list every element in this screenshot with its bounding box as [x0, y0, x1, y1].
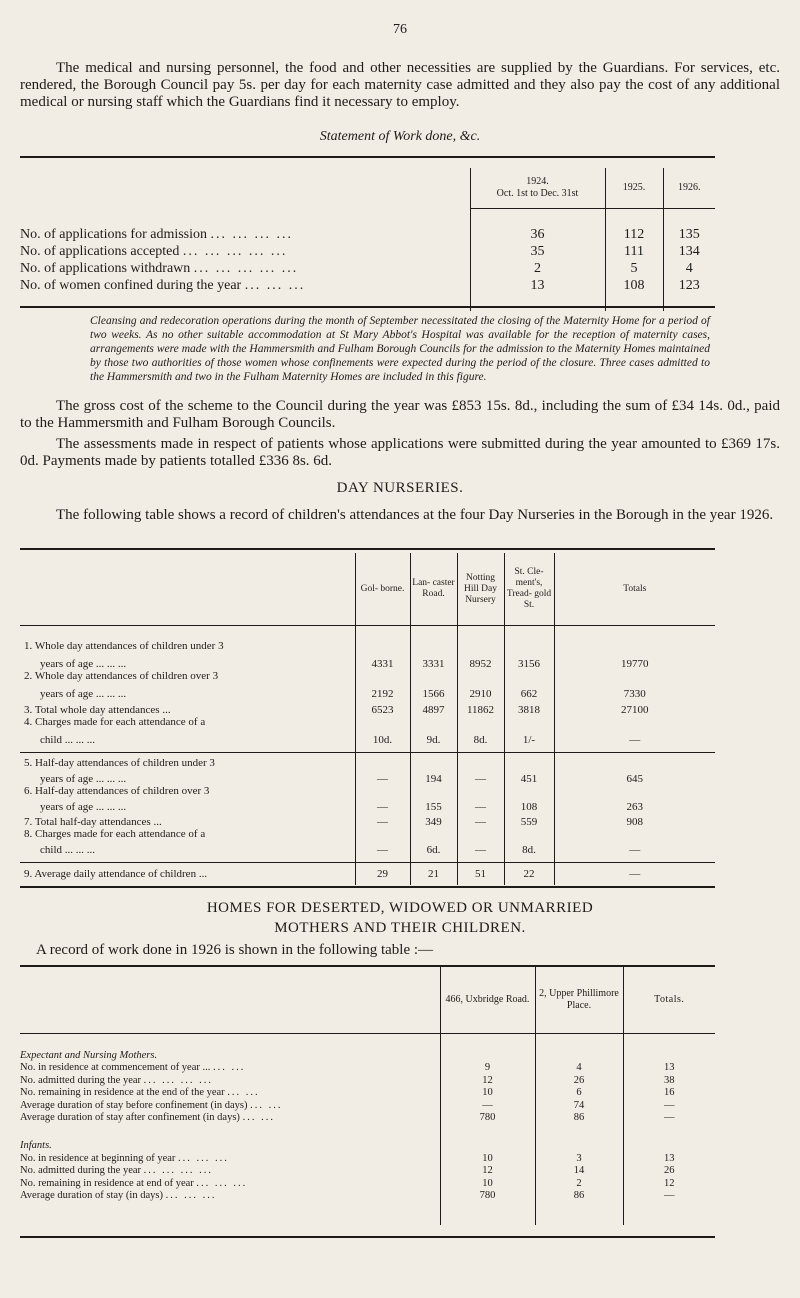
table2-header-row	[20, 553, 715, 626]
cell-value: 10	[440, 1086, 535, 1099]
cell-value: 8d.	[504, 840, 554, 856]
cell-value: —	[554, 863, 715, 886]
cell-value: 36	[470, 226, 605, 243]
cell-value: 9	[440, 1061, 535, 1074]
homes-heading-line2: MOTHERS AND THEIR CHILDREN.	[274, 920, 526, 936]
assessments-paragraph: The assessments made in respect of patients whose applications were submitted during the year amounted to £369 17s. 0d. Payments made by patients totalled £336 8s. 6d.	[20, 436, 780, 469]
row-label: 6. Half-day attendances of children over 3	[24, 785, 210, 797]
row-label: 9. Average daily attendance of children ...	[24, 868, 208, 880]
intro-paragraph: The medical and nursing personnel, the food and other necessities are supplied by the Guardians. For services, etc. rendered, the Borough Council pay 5s. per day for each maternity case admitted and they also pay the cost of any additional medical or nursing staff which the Guardians find it necessary to employ.	[20, 60, 780, 110]
cell-value: 3818	[504, 700, 554, 716]
table1-header-1924-year: 1924.	[526, 176, 549, 187]
cell-value: 112	[605, 226, 663, 243]
cell-value: —	[457, 840, 504, 856]
cell-value: 26	[623, 1164, 715, 1177]
row-label: No. admitted during the year ... ... ... ...	[20, 1074, 214, 1086]
row-label-cont: years of age ... ... ...	[40, 773, 127, 785]
cell-value: 7330	[554, 682, 715, 700]
header-upper-phillimore-place: 2, Upper Phillimore Place.	[535, 967, 623, 1034]
cell-value: 9d.	[410, 728, 457, 746]
table2-bottom-rule	[20, 886, 715, 888]
table3-bottom-rule	[20, 1236, 715, 1238]
table-row	[20, 863, 715, 886]
cell-value: 21	[410, 863, 457, 886]
cleansing-note: Cleansing and redecoration operations during the month of September necessitated the closing of the Maternity Home for a period of two weeks. As no other suitable accommodation at St Mary Abbot's Hospital was available for the reception of maternity cases, arrangements were made with the Hammersmith and Fulham Borough Councils for the admission to the Maternity Homes maintained by those two authorities of those women whose confinements were expected during the period of the closure. Three cases admitted to the Hammersmith and two in the Fulham Maternity Homes are included in this figure.	[90, 315, 710, 383]
row-label-cont: child ... ... ...	[40, 734, 95, 746]
cell-value: 35	[470, 243, 605, 260]
homes-heading-line1: HOMES FOR DESERTED, WIDOWED OR UNMARRIED	[206, 900, 594, 916]
header-uxbridge-road: 466, Uxbridge Road.	[440, 967, 535, 1034]
table1-body	[20, 209, 715, 312]
row-label: No. in residence at commencement of year ... ... ...	[20, 1062, 246, 1073]
cell-value: 86	[535, 1189, 623, 1202]
cell-value: 135	[663, 226, 715, 243]
table2-top-rule	[20, 548, 715, 550]
cell-value: 2	[535, 1176, 623, 1189]
table-row	[20, 1073, 715, 1086]
cell-value: —	[355, 813, 410, 828]
table-row	[20, 243, 715, 260]
header-totals: Totals	[554, 553, 715, 626]
row-label: No. remaining in residence at end of year ... ... ...	[20, 1177, 248, 1189]
cell-value: 29	[355, 863, 410, 886]
cell-value: 22	[504, 863, 554, 886]
cell-value: 134	[663, 243, 715, 260]
table-row	[20, 260, 715, 277]
table-row	[20, 1151, 715, 1164]
row-label: No. of women confined during the year ... ... ...	[20, 278, 306, 293]
cell-value: 349	[410, 813, 457, 828]
cell-value: 108	[504, 797, 554, 813]
row-label: Average duration of stay before confinement (in days) ... ...	[20, 1099, 283, 1111]
cell-value: 2	[470, 260, 605, 277]
table1-header-1924-period: Oct. 1st to Dec. 31st	[496, 188, 579, 199]
table1-header-1924	[470, 168, 605, 209]
section-heading-mothers: Expectant and Nursing Mothers.	[20, 1049, 158, 1061]
cell-value: 4331	[355, 652, 410, 670]
table-row	[20, 640, 715, 652]
cell-value: 51	[457, 863, 504, 886]
cell-value: 3331	[410, 652, 457, 670]
row-label: 8. Charges made for each attendance of a	[24, 828, 206, 840]
cell-value: 662	[504, 682, 554, 700]
cell-value: 263	[554, 797, 715, 813]
table1-header-1925: 1925.	[605, 168, 663, 209]
cell-value: 27100	[554, 700, 715, 716]
table-row	[20, 1098, 715, 1111]
cell-value: 780	[440, 1111, 535, 1124]
cell-value: 86	[535, 1111, 623, 1124]
cell-value: —	[623, 1111, 715, 1124]
cell-value: 8952	[457, 652, 504, 670]
row-label: 1. Whole day attendances of children under 3	[24, 640, 224, 652]
homes-table	[20, 967, 715, 1225]
row-label: 2. Whole day attendances of children over 3	[24, 670, 219, 682]
gross-cost-paragraph: The gross cost of the scheme to the Council during the year was £853 15s. 8d., including the sum of £34 14s. 0d., paid to the Hammersmith and Fulham Borough Councils.	[20, 398, 780, 431]
cell-value: —	[457, 797, 504, 813]
cell-value: 12	[440, 1164, 535, 1177]
cell-value: 16	[623, 1086, 715, 1099]
cell-value: 14	[535, 1164, 623, 1177]
table-row	[20, 728, 715, 746]
cell-value: 13	[623, 1151, 715, 1164]
table-row	[20, 1176, 715, 1189]
cell-value: 12	[440, 1073, 535, 1086]
row-label: No. remaining in residence at the end of the year ... ...	[20, 1087, 260, 1098]
row-label: Average duration of stay after confinement (in days) ... ...	[20, 1112, 275, 1123]
table-row	[20, 277, 715, 294]
table1-header-gap	[20, 209, 470, 227]
day-nurseries-table	[20, 553, 715, 885]
cell-value: 194	[410, 769, 457, 785]
cell-value: 13	[623, 1061, 715, 1074]
cell-value: 3	[535, 1151, 623, 1164]
cell-value: 4897	[410, 700, 457, 716]
table-row	[20, 670, 715, 682]
cell-value: 8d.	[457, 728, 504, 746]
cell-value: —	[457, 769, 504, 785]
table2-corner	[20, 553, 355, 626]
day-nurseries-heading: DAY NURSERIES.	[336, 480, 464, 496]
table-row	[20, 753, 715, 770]
cell-value: —	[355, 797, 410, 813]
table-row	[20, 700, 715, 716]
row-label-cont: years of age ... ... ...	[40, 658, 127, 670]
cell-value: 10	[440, 1176, 535, 1189]
row-label: No. of applications withdrawn ... ... ... ... ...	[20, 261, 299, 276]
table-row	[20, 840, 715, 856]
header-st-clements: St. Cle- ment's, Tread- gold St.	[504, 553, 554, 626]
cell-value: —	[554, 840, 715, 856]
row-label: 4. Charges made for each attendance of a	[24, 716, 206, 728]
cell-value: 6523	[355, 700, 410, 716]
header-golborne: Gol- borne.	[355, 553, 410, 626]
table3-corner	[20, 967, 440, 1034]
cell-value: 123	[663, 277, 715, 294]
table-row	[20, 716, 715, 728]
table-row	[20, 828, 715, 840]
cell-value: 1566	[410, 682, 457, 700]
table-row	[20, 813, 715, 828]
cell-value: 3156	[504, 652, 554, 670]
cell-value: 10	[440, 1151, 535, 1164]
cell-value: —	[355, 769, 410, 785]
row-label: 5. Half-day attendances of children under 3	[24, 757, 215, 769]
table-row	[20, 797, 715, 813]
cell-value: 5	[605, 260, 663, 277]
row-label: No. in residence at beginning of year ... ... ...	[20, 1152, 229, 1164]
cell-value: 2910	[457, 682, 504, 700]
table-row	[20, 1189, 715, 1202]
row-label: 7. Total half-day attendances ...	[24, 816, 162, 828]
cell-value: 780	[440, 1189, 535, 1202]
cell-value: 1/-	[504, 728, 554, 746]
table-row	[20, 785, 715, 797]
cell-value: 26	[535, 1073, 623, 1086]
table-row	[20, 769, 715, 785]
cell-value: —	[623, 1189, 715, 1202]
table-row	[20, 226, 715, 243]
cell-value: 10d.	[355, 728, 410, 746]
cell-value: 11862	[457, 700, 504, 716]
cell-value: 108	[605, 277, 663, 294]
row-label: Average duration of stay (in days) ... ... ...	[20, 1190, 217, 1201]
row-label: No. admitted during the year ... ... ... ...	[20, 1165, 214, 1176]
cell-value: 111	[605, 243, 663, 260]
cell-value: 12	[623, 1176, 715, 1189]
cell-value: 645	[554, 769, 715, 785]
cell-value: 4	[663, 260, 715, 277]
header-lancaster-road: Lan- caster Road.	[410, 553, 457, 626]
table1-header-1926: 1926.	[663, 168, 715, 209]
cell-value: 2192	[355, 682, 410, 700]
cell-value: —	[554, 728, 715, 746]
table-row	[20, 652, 715, 670]
row-label: No. of applications accepted ... ... ... ... ...	[20, 244, 288, 259]
row-label-cont: years of age ... ... ...	[40, 801, 127, 813]
statement-table	[20, 168, 715, 311]
table-row	[20, 1111, 715, 1124]
row-label: 3. Total whole day attendances ...	[24, 704, 171, 716]
row-label: No. of applications for admission ... ... ... ...	[20, 227, 294, 242]
cell-value: 38	[623, 1073, 715, 1086]
cell-value: 451	[504, 769, 554, 785]
table-row	[20, 1086, 715, 1099]
statement-caption: Statement of Work done, &c.	[319, 129, 481, 144]
table-row	[20, 1164, 715, 1177]
page-number: 76	[393, 22, 407, 37]
header-totals: Totals.	[623, 967, 715, 1034]
table1-bottom-rule	[20, 306, 715, 308]
cell-value: 4	[535, 1061, 623, 1074]
cell-value: —	[623, 1098, 715, 1111]
table-row	[20, 682, 715, 700]
cell-value: —	[440, 1098, 535, 1111]
cell-value: 74	[535, 1098, 623, 1111]
table3-header-row	[20, 967, 715, 1034]
table1-top-rule	[20, 156, 715, 158]
cell-value: 6	[535, 1086, 623, 1099]
homes-intro: A record of work done in 1926 is shown in the following table :—	[36, 942, 434, 958]
cell-value: —	[355, 840, 410, 856]
table1-corner	[20, 168, 470, 209]
row-label-cont: child ... ... ...	[40, 844, 95, 856]
cell-value: —	[457, 813, 504, 828]
row-label-cont: years of age ... ... ...	[40, 688, 127, 700]
cell-value: 13	[470, 277, 605, 294]
table-row	[20, 1061, 715, 1074]
cell-value: 6d.	[410, 840, 457, 856]
day-nurseries-intro: The following table shows a record of children's attendances at the four Day Nurseries in the Borough in the year 1926.	[56, 507, 774, 523]
cell-value: 19770	[554, 652, 715, 670]
section-heading-infants: Infants.	[20, 1140, 52, 1151]
cell-value: 559	[504, 813, 554, 828]
cell-value: 155	[410, 797, 457, 813]
cell-value: 908	[554, 813, 715, 828]
header-notting-hill: Notting Hill Day Nursery	[457, 553, 504, 626]
